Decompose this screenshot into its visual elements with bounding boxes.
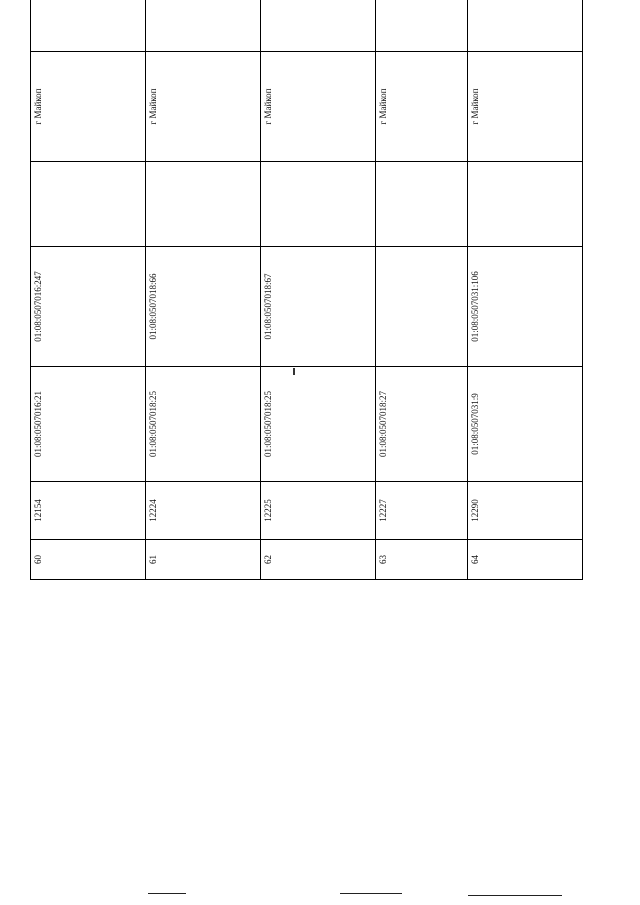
cell-city: г Майкоп xyxy=(31,52,146,162)
cell-c5 xyxy=(146,162,261,247)
cell-cadastral: 01:08:0507031:106 xyxy=(467,247,582,367)
cell-quarter: 01:08:0507018:27 xyxy=(376,367,467,482)
cell-cadastral xyxy=(376,247,467,367)
table-row xyxy=(376,0,467,580)
cell-num: 63 xyxy=(376,540,467,580)
cell-city: г Майкоп xyxy=(261,52,376,162)
cell-code: 12224 xyxy=(146,482,261,540)
cell-quarter: 01:08:0507018:25 xyxy=(146,367,261,482)
registry-table xyxy=(30,0,583,580)
cell-num: 60 xyxy=(31,540,146,580)
cell-c7 xyxy=(376,0,467,52)
cell-quarter: 01:08:0507031:9 xyxy=(467,367,582,482)
cell-quarter: 01:08:0507018:25 xyxy=(261,367,376,482)
scan-mark xyxy=(293,368,295,375)
cell-cadastral: 01:08:0507018:66 xyxy=(146,247,261,367)
cell-c7 xyxy=(31,0,146,52)
cell-num: 64 xyxy=(467,540,582,580)
table-row xyxy=(467,0,582,580)
cell-city: г Майкоп xyxy=(376,52,467,162)
cell-quarter: 01:08:0507016:21 xyxy=(31,367,146,482)
cell-cadastral: 01:08:0507018:67 xyxy=(261,247,376,367)
cell-code: 12154 xyxy=(31,482,146,540)
cell-c7 xyxy=(146,0,261,52)
cell-c5 xyxy=(31,162,146,247)
cell-c5 xyxy=(376,162,467,247)
cell-c5 xyxy=(467,162,582,247)
cell-city: г Майкоп xyxy=(146,52,261,162)
cell-code: 12227 xyxy=(376,482,467,540)
cell-cadastral: 01:08:0507016:247 xyxy=(31,247,146,367)
cell-code: 12225 xyxy=(261,482,376,540)
cell-code: 12290 xyxy=(467,482,582,540)
footer-line xyxy=(340,893,402,894)
table-row xyxy=(261,0,376,580)
cell-c7 xyxy=(261,0,376,52)
cell-num: 62 xyxy=(261,540,376,580)
footer-line xyxy=(148,893,186,894)
table-row xyxy=(146,0,261,580)
cell-city: г Майкоп xyxy=(467,52,582,162)
cell-num: 61 xyxy=(146,540,261,580)
table-row xyxy=(31,0,146,580)
cell-c5 xyxy=(261,162,376,247)
cell-c7 xyxy=(467,0,582,52)
footer-line xyxy=(468,895,562,896)
